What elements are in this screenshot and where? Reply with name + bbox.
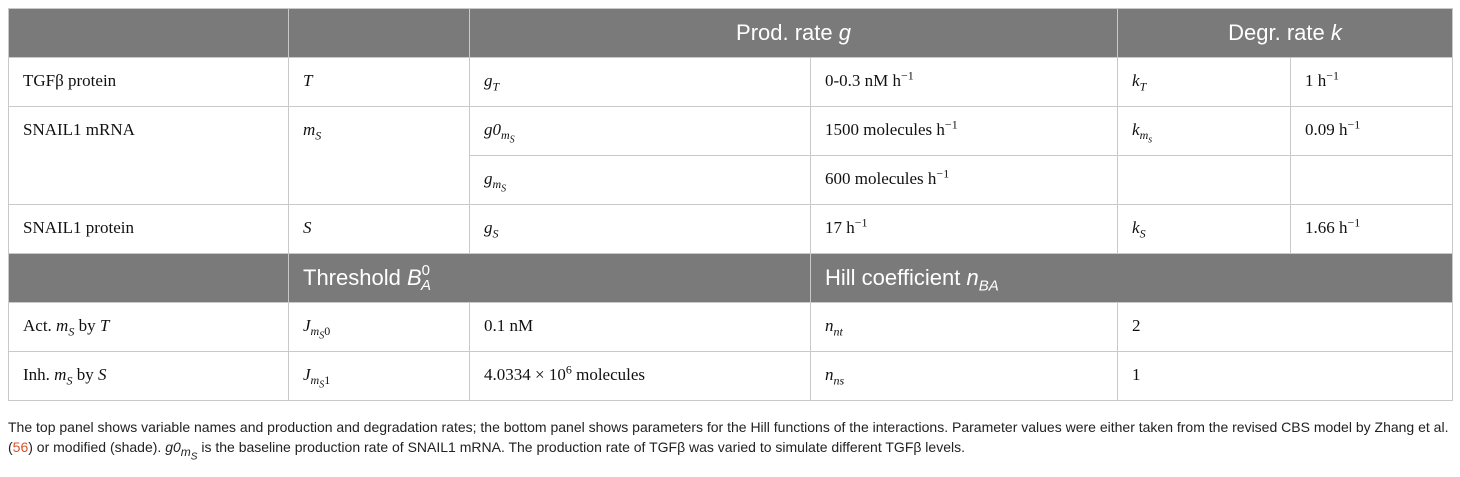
parameter-table-wrapper xyxy=(8,8,1452,401)
species-name: SNAIL1 mRNA xyxy=(9,107,289,205)
degr-rate-value: 1.66 $h^{-1}$ xyxy=(1291,205,1453,254)
prod-rate-value: 600 molecules $h^{-1}$ xyxy=(811,156,1118,205)
reference-link[interactable]: 56 xyxy=(12,439,29,455)
table-row xyxy=(9,303,1453,352)
variable-symbol: T xyxy=(289,58,470,107)
hill-symbol: $n_{nt}$ xyxy=(811,303,1118,352)
table-row xyxy=(9,58,1453,107)
threshold-symbol: $J_{m_S1}$ xyxy=(289,352,470,401)
prod-rate-value: 17 $h^{-1}$ xyxy=(811,205,1118,254)
hill-symbol: $n_{ns}$ xyxy=(811,352,1118,401)
header-blank-1 xyxy=(9,9,289,58)
hill-value: 2 xyxy=(1118,303,1453,352)
threshold-value: 0.1 nM xyxy=(470,303,811,352)
degr-rate-symbol: $k_T$ xyxy=(1118,58,1291,107)
degr-rate-symbol: $k_{m_s}$ xyxy=(1118,107,1291,156)
header-prod-rate: Prod. rate g xyxy=(470,9,1118,58)
header-blank-2 xyxy=(289,9,470,58)
prod-rate-value: 1500 molecules $h^{-1}$ xyxy=(811,107,1118,156)
header-blank-3 xyxy=(9,254,289,303)
threshold-value: $4.0334 \times 10^6$ molecules xyxy=(470,352,811,401)
table-caption: The top panel shows variable names and production and degradation rates; the bottom panel shows parameters for the Hill functions of the interactions. Parameter values were either taken from the revised CBS model by Zhang et al. (56) or modified (shade). $g0_{m_S}$ is the baseline production rate of SNAIL1 mRNA. The production rate of TGFβ was varied to simulate different TGFβ levels. xyxy=(8,419,1449,463)
interaction-label: Inh. $m_S$ by S xyxy=(9,352,289,401)
interaction-label: Act. $m_S$ by T xyxy=(9,303,289,352)
prod-rate-symbol: $g_{m_S}$ xyxy=(470,156,811,205)
prod-rate-value: 0-0.3 nM $h^{-1}$ xyxy=(811,58,1118,107)
header-threshold: Threshold $B^0_A$ xyxy=(289,254,811,303)
hill-value: 1 xyxy=(1118,352,1453,401)
header-degr-rate: Degr. rate k xyxy=(1118,9,1453,58)
parameter-table xyxy=(8,8,1453,401)
header-hill-coefficient: Hill coefficient $n_{BA}$ xyxy=(811,254,1453,303)
prod-rate-symbol: $g_S$ xyxy=(470,205,811,254)
top-header-row xyxy=(9,9,1453,58)
table-row xyxy=(9,205,1453,254)
degr-rate-symbol: $k_S$ xyxy=(1118,205,1291,254)
variable-symbol: $m_S$ xyxy=(289,107,470,205)
species-name: SNAIL1 protein xyxy=(9,205,289,254)
degr-rate-value-empty xyxy=(1291,156,1453,205)
degr-rate-value: 0.09 $h^{-1}$ xyxy=(1291,107,1453,156)
degr-rate-symbol-empty xyxy=(1118,156,1291,205)
threshold-symbol: $J_{m_S0}$ xyxy=(289,303,470,352)
prod-rate-symbol: $g_T$ xyxy=(470,58,811,107)
bottom-header-row xyxy=(9,254,1453,303)
prod-rate-symbol: $g0_{m_S}$ xyxy=(470,107,811,156)
table-row xyxy=(9,352,1453,401)
table-row xyxy=(9,107,1453,156)
degr-rate-value: 1 $h^{-1}$ xyxy=(1291,58,1453,107)
species-name: TGFβ protein xyxy=(9,58,289,107)
variable-symbol: S xyxy=(289,205,470,254)
